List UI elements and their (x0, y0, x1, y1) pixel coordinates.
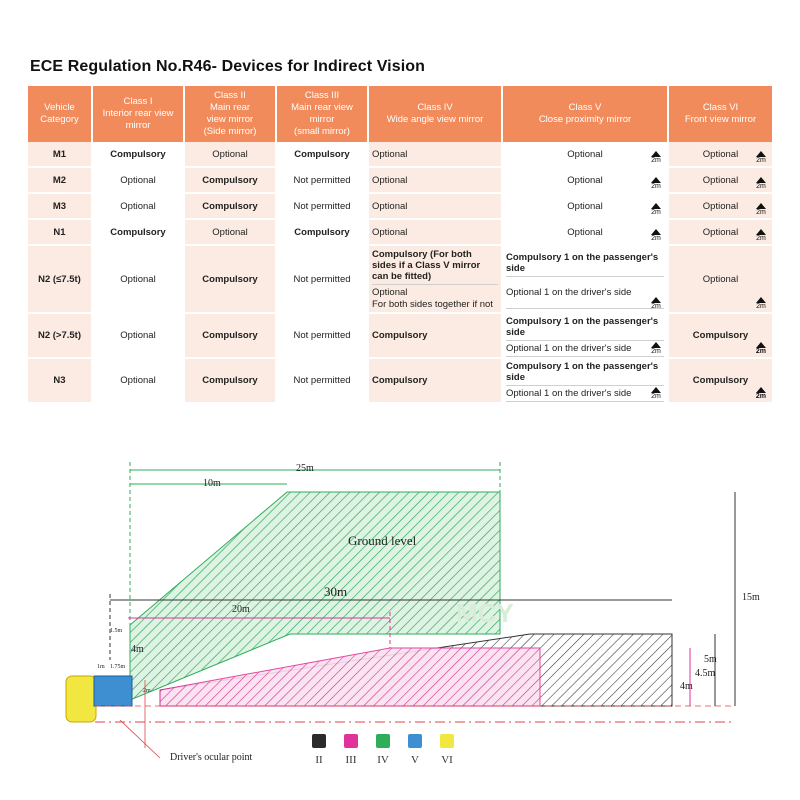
cell-class-3: Not permitted (276, 245, 368, 313)
cell-class-6: Optional 2m (668, 167, 772, 193)
header-class-2: Class II Main rear view mirror (Side mirror) (184, 86, 276, 142)
cell-class-2: Compulsory (184, 167, 276, 193)
cell-class-5: Compulsory 1 on the passenger's side Optional 1 on the driver's side 2m (502, 358, 668, 403)
cell-class-1: Compulsory (92, 142, 184, 167)
table-row-m1 (28, 142, 772, 167)
cell-class-2: Compulsory (184, 193, 276, 219)
cell-class-5: Optional 2m (502, 142, 668, 167)
cell-class-5: Optional 2m (502, 219, 668, 245)
cell-class-6: Compulsory 2m (668, 313, 772, 358)
cell-class-1: Optional (92, 313, 184, 358)
header-class-4: Class IV Wide angle view mirror (368, 86, 502, 142)
legend-label-vi: VI (441, 754, 453, 766)
dim-15m-label: 15m (742, 592, 760, 603)
driver-ocular-point-label: Driver's ocular point (170, 752, 253, 763)
dim-1-75m-label: 1.75m (110, 664, 126, 670)
cell-class-3: Compulsory (276, 142, 368, 167)
header-class-3: Class III Main rear view mirror (small mirror) (276, 86, 368, 142)
header-class-5: Class V Close proximity mirror (502, 86, 668, 142)
height-2m-icon: 2m (651, 297, 661, 310)
cell-class-3: Not permitted (276, 358, 368, 403)
legend-label-iii: III (345, 754, 357, 766)
table-row-n2-heavy (28, 313, 772, 358)
height-2m-icon: 2m (756, 297, 766, 310)
cell-category: N1 (28, 219, 92, 245)
table-row-n1 (28, 219, 772, 245)
height-2m-icon: 2m (756, 177, 766, 190)
page-title: ECE Regulation No.R46- Devices for Indirect Vision (30, 58, 426, 75)
table-header-row (28, 86, 772, 142)
dim-4-5m-label: 4.5m (695, 668, 716, 679)
table-row-n2-light (28, 245, 772, 313)
dim-30m-label: 30m (324, 584, 348, 599)
cell-class-3: Not permitted (276, 193, 368, 219)
legend-swatch-vi (440, 734, 454, 748)
cell-class-4: Optional (368, 167, 502, 193)
cell-category: N2 (>7.5t) (28, 313, 92, 358)
cell-class-6: Optional 2m (668, 245, 772, 313)
dim-1m-label: 1m (97, 664, 105, 670)
legend-label-ii: II (315, 754, 323, 766)
cell-class-4: Compulsory (For both sides if a Class V mirror can be fitted) Optional For both sides together if not (368, 245, 502, 313)
dim-25m-label: 25m (296, 463, 314, 474)
cell-class-1: Optional (92, 193, 184, 219)
cell-class-2: Compulsory (184, 245, 276, 313)
legend-label-iv: IV (377, 754, 389, 766)
cell-class-6: Compulsory 2m (668, 358, 772, 403)
cell-class-5: Optional 2m (502, 167, 668, 193)
cell-class-6: Optional 2m (668, 219, 772, 245)
header-class-6: Class VI Front view mirror (668, 86, 772, 142)
height-2m-icon: 2m (651, 342, 661, 355)
table-row-m2 (28, 167, 772, 193)
cell-class-5: Compulsory 1 on the passenger's side Optional 1 on the driver's side 2m (502, 245, 668, 313)
cell-class-4: Optional (368, 219, 502, 245)
header-class-1: Class I Interior rear view mirror (92, 86, 184, 142)
header-vehicle-category: Vehicle Category (28, 86, 92, 142)
cell-class-4: Compulsory (368, 313, 502, 358)
cell-class-1: Optional (92, 167, 184, 193)
cell-category: N2 (≤7.5t) (28, 245, 92, 313)
dim-2m-label: 2m (143, 688, 151, 694)
dim-10m-label: 10m (203, 478, 221, 489)
height-2m-icon: 2m (756, 203, 766, 216)
height-2m-icon: 2m (651, 203, 661, 216)
cell-class-1: Compulsory (92, 219, 184, 245)
cell-class-2: Compulsory (184, 358, 276, 403)
dim-4m-left-label: 4m (131, 644, 144, 655)
cell-class-6: Optional 2m (668, 142, 772, 167)
cell-class-2: Optional (184, 219, 276, 245)
cell-class-1: Optional (92, 245, 184, 313)
cell-class-5: Compulsory 1 on the passenger's side Optional 1 on the driver's side 2m (502, 313, 668, 358)
legend-swatch-iv (376, 734, 390, 748)
cell-category: N3 (28, 358, 92, 403)
field-of-view-diagram (0, 440, 800, 800)
legend-swatch-ii (312, 734, 326, 748)
height-2m-icon: 2m (651, 151, 661, 164)
cell-class-4: Optional (368, 142, 502, 167)
height-2m-icon: 2m (756, 151, 766, 164)
height-2m-icon: 2m (756, 342, 766, 355)
cell-category: M3 (28, 193, 92, 219)
cell-category: M1 (28, 142, 92, 167)
table-row-m3 (28, 193, 772, 219)
dim-1-5m-label: 1.5m (110, 628, 123, 634)
dim-20m-label: 20m (232, 604, 250, 615)
legend-swatch-iii (344, 734, 358, 748)
class-v-zone (94, 676, 132, 706)
height-2m-icon: 2m (651, 387, 661, 400)
height-2m-icon: 2m (756, 387, 766, 400)
cell-class-5: Optional 2m (502, 193, 668, 219)
cell-class-4: Optional (368, 193, 502, 219)
cell-category: M2 (28, 167, 92, 193)
cell-class-2: Compulsory (184, 313, 276, 358)
legend-label-v: V (411, 754, 419, 766)
table-row-n3 (28, 358, 772, 403)
cell-class-6: Optional 2m (668, 193, 772, 219)
height-2m-icon: 2m (756, 229, 766, 242)
class-vi-zone (66, 676, 96, 722)
height-2m-icon: 2m (651, 229, 661, 242)
cell-class-3: Compulsory (276, 219, 368, 245)
height-2m-icon: 2m (651, 177, 661, 190)
cell-class-4: Compulsory (368, 358, 502, 403)
dim-4m-right-label: 4m (680, 681, 693, 692)
cell-class-3: Not permitted (276, 167, 368, 193)
legend-swatch-v (408, 734, 422, 748)
dim-5m-label: 5m (704, 654, 717, 665)
watermark-logo: MCY (456, 598, 514, 628)
cell-class-2: Optional (184, 142, 276, 167)
ground-level-label: Ground level (348, 533, 417, 548)
cell-class-1: Optional (92, 358, 184, 403)
regulation-table (28, 86, 772, 404)
cell-class-3: Not permitted (276, 313, 368, 358)
